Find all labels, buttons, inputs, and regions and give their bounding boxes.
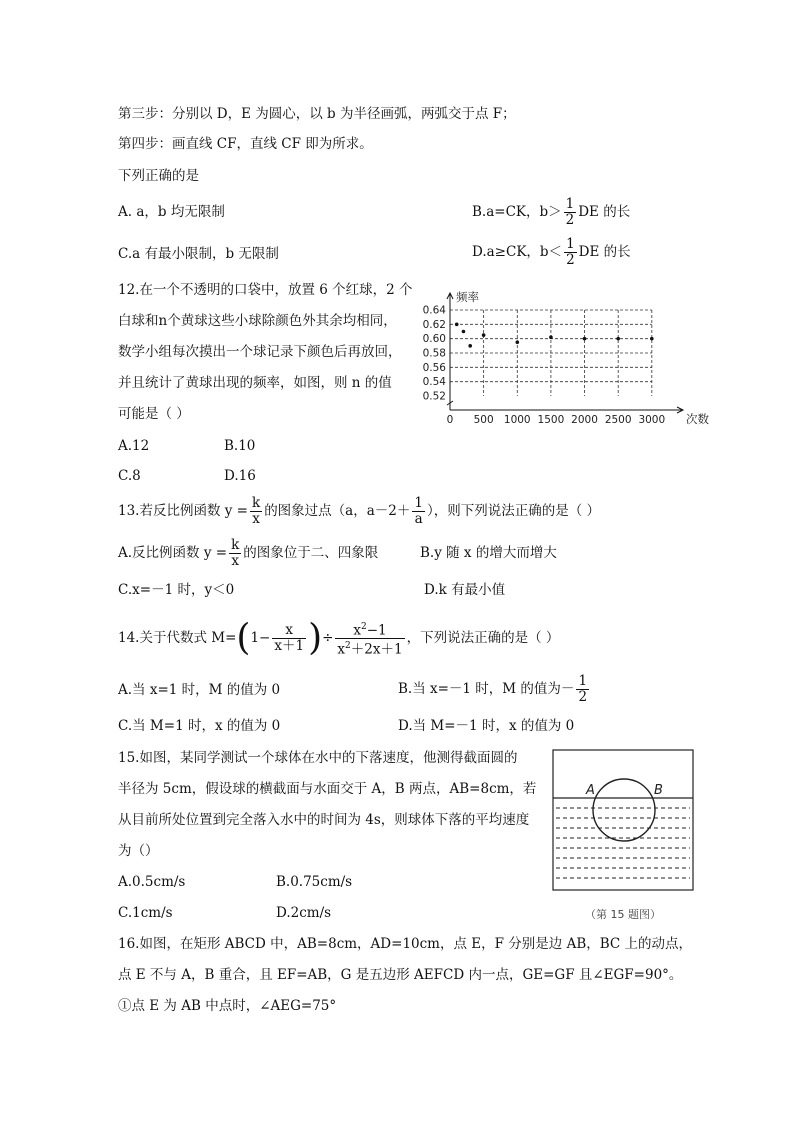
fraction-x-over-x-plus-1: $\frac{x}{x+1}$ (274, 622, 305, 654)
data-point (482, 333, 486, 337)
q15-line: 为（） (118, 843, 159, 859)
fraction-1-over-a: $\frac{1}{a}$ (414, 495, 423, 527)
q13-stem: 13.若反比例函数 y = $\frac{k}{x}$ 的图象过点（a，a－2＋ $\frac{1}{a}$ ），则下列说法正确的是（ ） (118, 495, 601, 527)
left-paren: ( (236, 617, 251, 659)
q11-option-c: C.a 有最小限制，b 无限制 (118, 246, 279, 262)
data-point (549, 335, 553, 339)
y-tick-label: 0.58 (422, 347, 446, 360)
q14-option-d: D.当 M=－1 时，x 的值为 0 (398, 718, 575, 734)
y-tick-label: 0.60 (422, 333, 446, 346)
q12-option-c: C.8 (118, 468, 141, 484)
water-container (553, 750, 693, 890)
x-tick-label: 1000 (503, 414, 531, 426)
data-point (455, 323, 459, 327)
q15-water-ball-figure (548, 748, 698, 926)
label-b: B (654, 783, 663, 798)
x-tick-label: 0 (446, 414, 454, 426)
q15-option-a: A.0.5cm/s (118, 874, 186, 890)
q14-option-b: B.当 x=－1 时，M 的值为－ $\frac{1}{2}$ (398, 673, 588, 705)
q14-stem: 14.关于代数式 M=(1− $\frac{x}{x+1}$ )÷ $\frac{x^2-1}{x^2+2x+1}$ ，下列说法正确的是（ ） (118, 617, 560, 659)
q12-option-d: D.16 (224, 468, 256, 484)
fraction-half: $\frac{1}{2}$ (565, 196, 575, 228)
fraction-expression: $\frac{x^2-1}{x^2+2x+1}$ (337, 621, 403, 658)
q12-line: 并且统计了黄球出现的频率，如图，则 n 的值 (118, 375, 392, 391)
q11-option-b: B.a=CK，b＞ $\frac{1}{2}$ DE 的长 (472, 196, 631, 228)
y-tick-label: 0.62 (422, 318, 446, 331)
q11-option-d: D.a≥CK，b＜ $\frac{1}{2}$ DE 的长 (472, 236, 631, 268)
y-axis-label: 频率 (456, 290, 479, 304)
x-tick-label: 2000 (571, 414, 598, 426)
q13-option-c: C.x=－1 时，y＜0 (118, 582, 235, 598)
frequency-chart (410, 288, 709, 430)
q13-option-a: A.反比例函数 y = $\frac{k}{x}$ 的图象位于二、四象限 (118, 537, 379, 569)
q16-line: ①点 E 为 AB 中点时，∠AEG=75° (118, 998, 337, 1014)
y-tick-label: 0.64 (422, 304, 446, 317)
ball-cross-section (593, 779, 655, 841)
right-paren: ) (308, 617, 323, 659)
fraction-k-over-x: $\frac{k}{x}$ (252, 495, 261, 527)
step-3-text: 第三步：分别以 D，E 为圆心，以 b 为半径画弧，两弧交于点 F； (118, 106, 516, 122)
q15-line: 从目前所处位置到完全落入水中的时间为 4s，则球体下落的平均速度 (118, 812, 530, 828)
x-tick-label: 3000 (638, 414, 666, 426)
step-4-text: 第四步：画直线 CF，直线 CF 即为所求。 (118, 136, 373, 152)
figure-caption: （第 15 题图） (585, 908, 661, 921)
data-point (515, 340, 519, 344)
q12-line: 数学小组每次摸出一个球记录下颜色后再放回， (118, 344, 402, 360)
q12-line: 白球和n个黄球这些小球除颜色外其余均相同， (118, 313, 397, 329)
x-axis-label: 次数 (686, 412, 709, 426)
fraction-k-over-x: $\frac{k}{x}$ (231, 537, 240, 569)
data-point (616, 337, 620, 341)
q15-line: 15.如图，某同学测试一个球体在水中的下落速度，他测得截面圆的 (118, 750, 518, 766)
q16-line: 16.如图，在矩形 ABCD 中，AB=8cm，AD=10cm，点 E，F 分别是边 AB，BC 上的动点， (118, 936, 693, 952)
water-dashes (556, 808, 690, 878)
x-tick-label: 2500 (604, 414, 632, 426)
q12-line: 可能是（ ） (118, 406, 190, 422)
q12-option-a: A.12 (118, 438, 150, 454)
q15-option-d: D.2cm/s (276, 905, 332, 921)
q12-line: 12.在一个不透明的口袋中，放置 6 个红球，2 个 (118, 282, 413, 298)
q14-option-c: C.当 M=1 时，x 的值为 0 (118, 718, 281, 734)
x-tick-label: 500 (473, 414, 494, 426)
x-tick-label: 1500 (537, 414, 565, 426)
label-a: A (586, 783, 595, 798)
data-point (650, 337, 654, 341)
q13-option-d: D.k 有最小值 (424, 582, 506, 598)
q15-option-b: B.0.75cm/s (276, 874, 353, 890)
data-point (462, 330, 466, 334)
y-tick-label: 0.54 (422, 376, 446, 389)
q16-line: 点 E 不与 A，B 重合，且 EF=AB，G 是五边形 AEFCD 内一点，GE=GF 且∠EGF=90°。 (118, 967, 683, 983)
y-tick-label: 0.56 (422, 361, 446, 374)
q15-line: 半径为 5cm，假设球的横截面与水面交于 A，B 两点，AB=8cm，若 (118, 781, 537, 797)
fraction-half: $\frac{1}{2}$ (578, 673, 588, 705)
y-tick-label: 0.52 (422, 390, 446, 403)
q11-option-a: A. a，b 均无限制 (118, 204, 225, 220)
q13-option-b: B.y 随 x 的增大而增大 (420, 545, 557, 561)
q15-option-c: C.1cm/s (118, 905, 173, 921)
data-point (583, 337, 587, 341)
q11-prompt: 下列正确的是 (118, 168, 199, 184)
q14-option-a: A.当 x=1 时，M 的值为 0 (118, 682, 281, 698)
data-point (468, 344, 472, 348)
fraction-half: $\frac{1}{2}$ (566, 236, 575, 268)
q12-option-b: B.10 (224, 438, 256, 454)
